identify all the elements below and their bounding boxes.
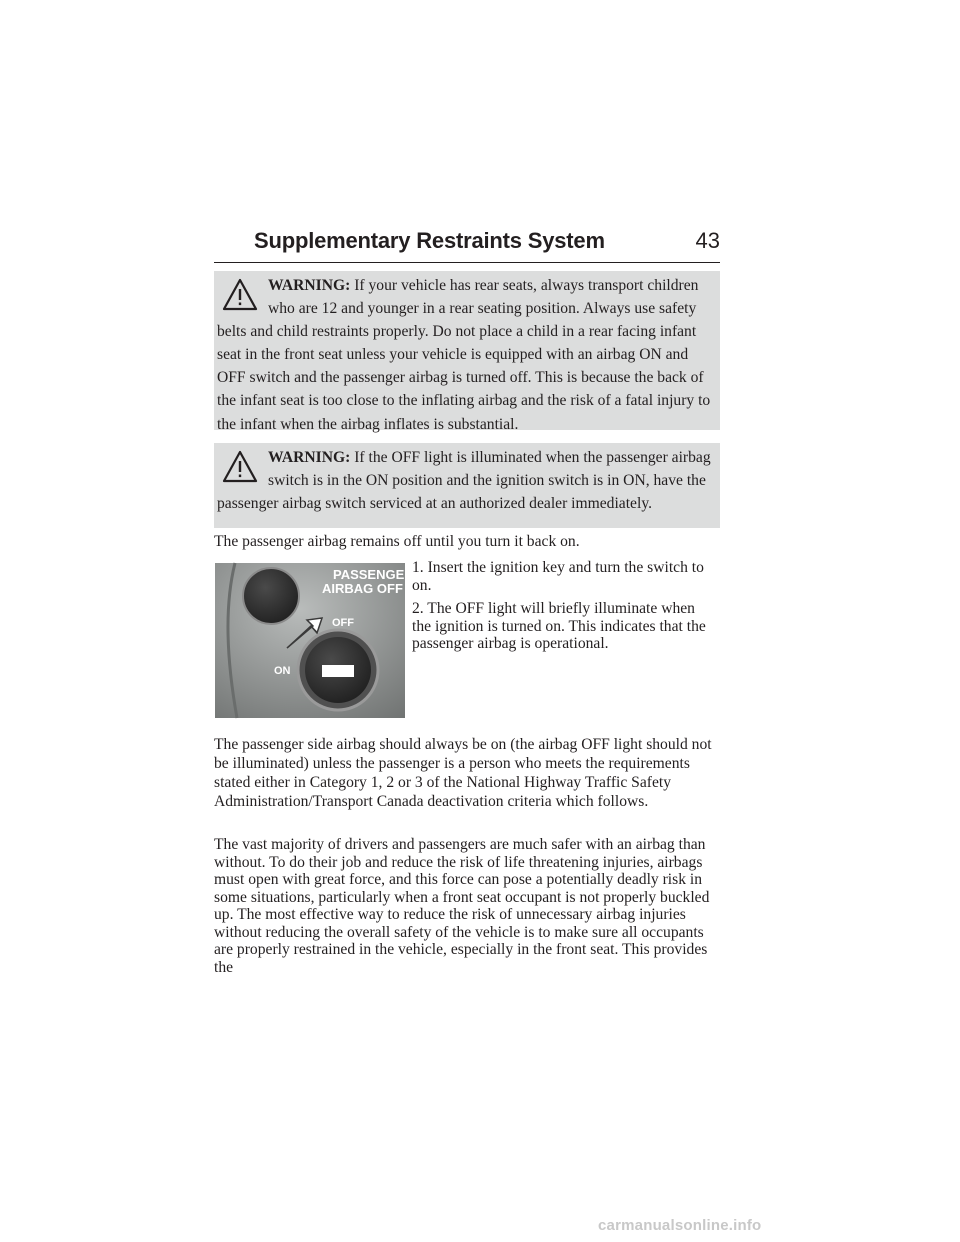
key-slot-icon [322, 665, 354, 677]
warning-text: If your vehicle has rear seats, always transport children who are 12 and younger in a rear seating position. Always use safety belts and child restraints properly. Do not place a child in a rear facing infant seat in the front seat unless your vehicle is equipped with an airbag ON and OFF switch and the passenger airbag is turned off. This is because the back of the infant seat is too close to the inflating airbag and the risk of a fatal injury to the infant when the airbag inflates is substantial. [217, 277, 711, 433]
off-position-label: OFF [332, 617, 354, 629]
warning-label: WARNING: [268, 449, 351, 466]
warning-box [214, 443, 720, 528]
steps-list [412, 559, 712, 659]
warning-triangle-icon [222, 278, 258, 312]
step-item: 2. The OFF light will briefly illuminate when the ignition is turned on. This indicates that the passenger airbag is operational. [412, 600, 706, 652]
warning-triangle-icon [222, 450, 258, 484]
paragraph: The vast majority of drivers and passengers are much safer with an airbag than without. To do their job and reduce the risk of life threatening injuries, airbags must open with great force, and this force can pose a potentially deadly risk in some situations, particularly when a front seat occupant is not properly buckled up. The most effective way to reduce the risk of unnecessary airbag injuries without reducing the overall safety of the vehicle is to make sure all occupants are properly restrained in the vehicle, especially in the front seat. This provides the [214, 836, 710, 976]
section-title: Supplementary Restraints System [254, 228, 605, 253]
figure-label-line1: PASSENGER [333, 567, 414, 582]
warning-box [214, 271, 720, 433]
watermark: carmanualsonline.info [598, 1217, 762, 1234]
warning-label: WARNING: [268, 277, 351, 294]
warning-text: If the OFF light is illuminated when the passenger airbag switch is in the ON position and the ignition switch is in ON, have the passenger airbag switch serviced at an authorized dealer immediately. [217, 449, 711, 513]
page-header [214, 228, 720, 263]
figure-label-line2: AIRBAG OFF [322, 581, 403, 596]
intro-paragraph: The passenger airbag remains off until you turn it back on. [214, 533, 580, 550]
page-number: 43 [695, 228, 720, 253]
paragraph: The passenger side airbag should always be on (the airbag OFF light should not be illuminated) unless the passenger is a person who meets the requirements stated either in Category 1, 2 or 3 of the National Highway Traffic Safety Administration/Transport Canada deactivation criteria which follows. [214, 736, 712, 810]
airbag-switch-figure [215, 563, 414, 718]
step-item: 1. Insert the ignition key and turn the switch to on. [412, 559, 704, 594]
on-position-label: ON [274, 665, 291, 677]
